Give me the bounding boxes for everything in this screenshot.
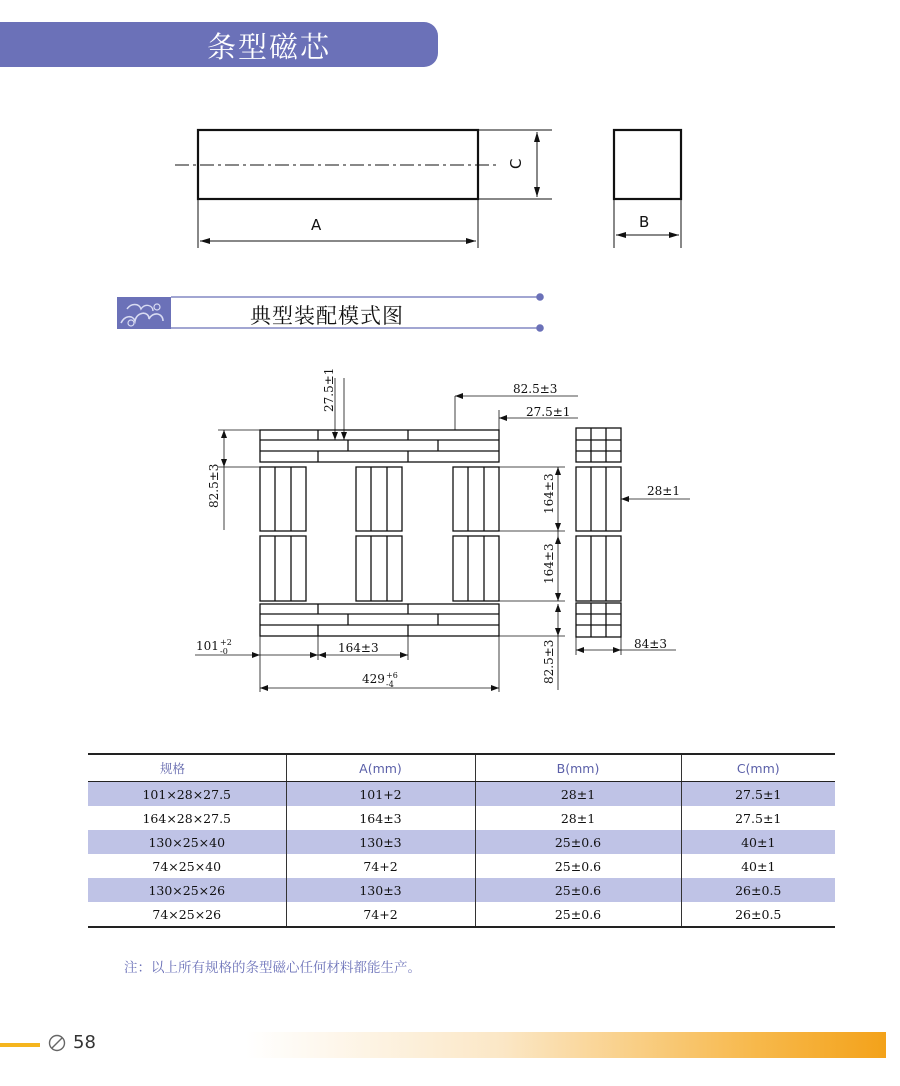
dim-82-5-bottom: 82.5±3 bbox=[542, 639, 556, 684]
cell-b: 25±0.6 bbox=[475, 878, 681, 902]
table-row bbox=[88, 830, 835, 854]
dim-27-5-top: 27.5±1 bbox=[526, 405, 571, 419]
header-b: B(mm) bbox=[475, 754, 681, 782]
header-c: C(mm) bbox=[681, 754, 835, 782]
dim-429-tol-minus: -4 bbox=[386, 680, 394, 689]
dim-101-tol-minus: -0 bbox=[220, 647, 228, 656]
assembly-front-view bbox=[260, 430, 499, 636]
assembly-side-view bbox=[576, 428, 621, 637]
cell-c: 40±1 bbox=[681, 830, 835, 854]
table-row bbox=[88, 878, 835, 902]
table-row bbox=[88, 854, 835, 878]
cell-a: 164±3 bbox=[286, 806, 475, 830]
cell-b: 25±0.6 bbox=[475, 830, 681, 854]
table-row bbox=[88, 806, 835, 830]
assembly-dimension-arrows bbox=[221, 393, 629, 691]
dim-164-bottom: 164±3 bbox=[338, 641, 379, 655]
table-row bbox=[88, 782, 835, 807]
dim-101-tol-plus: +2 bbox=[220, 638, 232, 647]
dim-27-5-vertical: 27.5±1 bbox=[322, 367, 336, 412]
page-title: 条型磁芯 bbox=[207, 30, 332, 64]
core-side-view bbox=[175, 130, 552, 248]
dim-429-tol-plus: +6 bbox=[386, 671, 398, 680]
cell-a: 130±3 bbox=[286, 878, 475, 902]
header-spec: 规格 bbox=[88, 754, 286, 782]
header-a: A(mm) bbox=[286, 754, 475, 782]
label-c: C bbox=[507, 158, 525, 169]
dim-28: 28±1 bbox=[647, 484, 680, 498]
section-title: 典型装配模式图 bbox=[250, 304, 404, 328]
cell-b: 25±0.6 bbox=[475, 902, 681, 927]
cell-c: 27.5±1 bbox=[681, 806, 835, 830]
dim-164-upper: 164±3 bbox=[542, 473, 556, 514]
section-rules bbox=[171, 294, 543, 331]
footnote: 注：以上所有规格的条型磁心任何材料都能生产。 bbox=[124, 960, 421, 976]
cell-spec: 164×28×27.5 bbox=[142, 810, 232, 826]
cell-a: 130±3 bbox=[286, 830, 475, 854]
dim-164-lower: 164±3 bbox=[542, 543, 556, 584]
cell-a: 101+2 bbox=[286, 782, 475, 807]
spec-table bbox=[88, 753, 835, 928]
table-row bbox=[88, 902, 835, 927]
cell-b: 25±0.6 bbox=[475, 854, 681, 878]
cell-b: 28±1 bbox=[475, 806, 681, 830]
cell-spec: 130×25×40 bbox=[88, 830, 286, 854]
label-b: B bbox=[639, 213, 650, 231]
cell-spec: 130×25×26 bbox=[88, 878, 286, 902]
page-number: 58 bbox=[73, 1032, 96, 1053]
dim-101: 101 bbox=[196, 639, 219, 653]
cell-b: 28±1 bbox=[475, 782, 681, 807]
table-header-row bbox=[88, 754, 835, 782]
footer-accent-line bbox=[0, 1043, 40, 1047]
dim-82-5-left: 82.5±3 bbox=[207, 463, 221, 508]
cell-spec: 74×25×26 bbox=[88, 902, 286, 927]
footer-gradient-bar bbox=[246, 1032, 886, 1058]
cell-a: 74+2 bbox=[286, 902, 475, 927]
cell-c: 26±0.5 bbox=[681, 902, 835, 927]
dim-84: 84±3 bbox=[634, 637, 667, 651]
cell-spec: 74×25×40 bbox=[152, 858, 222, 874]
cell-c: 40±1 bbox=[681, 854, 835, 878]
cell-c: 26±0.5 bbox=[681, 878, 835, 902]
cell-c: 27.5±1 bbox=[681, 782, 835, 807]
cell-spec: 101×28×27.5 bbox=[88, 782, 286, 807]
no-entry-icon bbox=[48, 1034, 66, 1052]
label-a: A bbox=[311, 216, 322, 234]
dim-82-5-top: 82.5±3 bbox=[513, 382, 558, 396]
dim-429: 429 bbox=[362, 672, 385, 686]
cell-a: 74+2 bbox=[286, 854, 475, 878]
assembly-dimension-lines bbox=[195, 378, 690, 692]
